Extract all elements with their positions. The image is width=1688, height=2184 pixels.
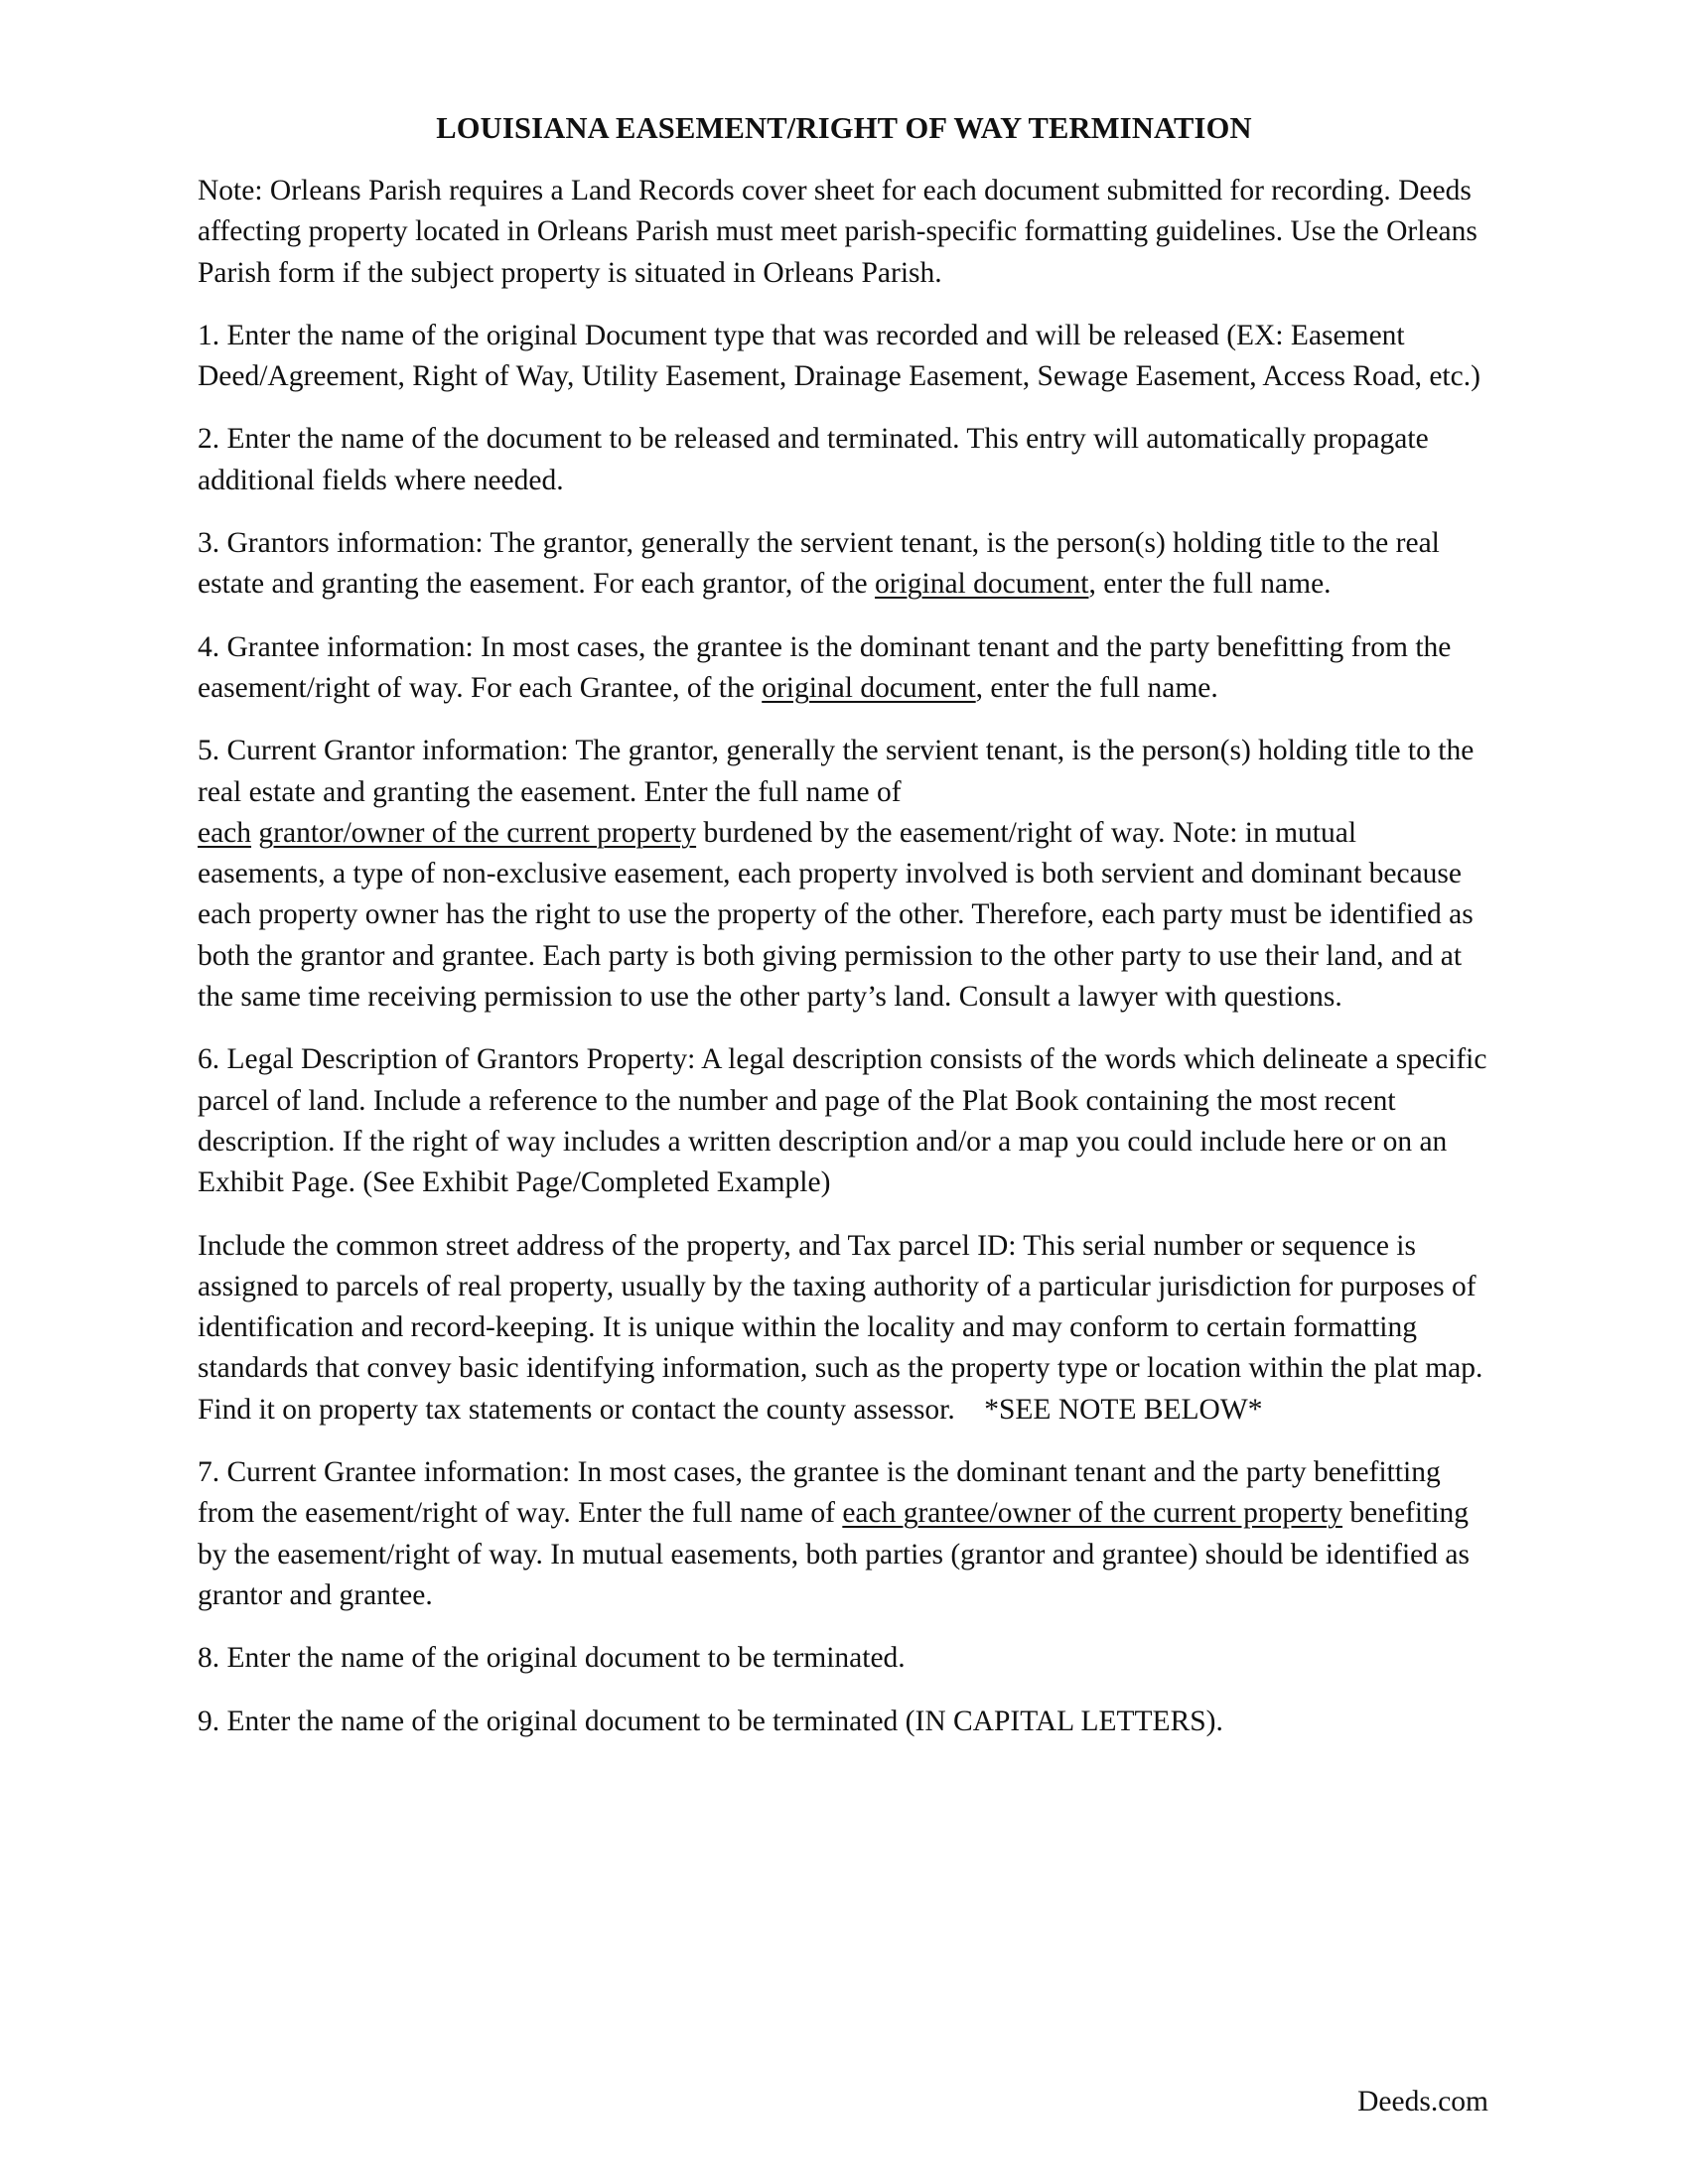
instruction-5-text: 5. Current Grantor information: The grantor, generally the servient tenant, is the person(s) holding title to the real estate and granting the easement. Enter the full name of — [198, 735, 1475, 808]
instruction-4-tail: , enter the full name. — [975, 671, 1218, 704]
instruction-8: 8. Enter the name of the original document to be terminated. — [198, 1642, 906, 1675]
instruction-4 — [198, 627, 1488, 710]
instruction-3 — [198, 523, 1488, 606]
instruction-2: 2. Enter the name of the document to be released and terminated. This entry will automatically propagate additional fields where needed. — [198, 423, 1429, 496]
instruction-3-text: 3. Grantors information: The grantor, generally the servient tenant, is the person(s) holding title to the real estate and granting the easement. For each grantor, of the — [198, 527, 1440, 601]
instruction-3-tail: , enter the full name. — [1088, 568, 1332, 601]
instruction-9: 9. Enter the name of the original document to be terminated (IN CAPITAL LETTERS). — [198, 1705, 1223, 1737]
instruction-7-text: 7. Current Grantee information: In most cases, the grantee is the dominant tenant and the party benefitting from the easement/right of way. Enter the full name of — [198, 1456, 1441, 1530]
current-grantee-underline: each grantee/owner of the current property — [842, 1497, 1343, 1530]
instruction-5-tail: burdened by the easement/right of way. Note: in mutual easements, a type of non-exclusive easement, each property involved is both servient and dominant because each property owner has the right to use the property of the other. Therefore, each party must be identified as both the grantor and grantee. Each party is both giving permission to the other party to use their land, and at the same time receiving permission to use the other party’s land. Consult a lawyer with questions. — [198, 816, 1474, 1014]
footer-brand: Deeds.com — [1357, 2086, 1488, 2117]
instruction-6-address: Include the common street address of the property, and Tax parcel ID: This serial number or sequence is assigned to parcels of real property, usually by the taxing authority of a particular jurisdiction for purposes of identification and record-keeping. It is unique within the locality and may conform to certain formatting standards that convey basic identifying information, such as the property type or location within the plat map. Find it on property tax statements or contact the county assessor. *SEE NOTE BELOW* — [198, 1229, 1490, 1426]
instruction-6: 6. Legal Description of Grantors Property: A legal description consists of the words which delineate a specific parcel of land. Include a reference to the number and page of the Plat Book containing the most recent description. If the right of way includes a written description and/or a map you could include here or on an Exhibit Page. (See Exhibit Page/Completed Example) — [198, 1043, 1487, 1199]
instructions-body — [198, 171, 1488, 1764]
instruction-1: 1. Enter the name of the original Document type that was recorded and will be released (EX: Easement Deed/Agreement, Right of Way, Utility Easement, Drainage Easement, Sewage Easement, Access Road, etc.) — [198, 319, 1480, 393]
instruction-7-tail: benefiting by the easement/right of way. In mutual easements, both parties (grantor and grantee) should be identified as grantor and grantee. — [198, 1497, 1470, 1611]
original-document-underline: original document — [874, 568, 1089, 601]
instruction-7 — [198, 1452, 1488, 1616]
instruction-5 — [198, 731, 1488, 1018]
each-underline: each — [198, 816, 252, 849]
orleans-note: Note: Orleans Parish requires a Land Records cover sheet for each document submitted for recording. Deeds affecting property located in Orleans Parish must meet parish-specific formatting guidelines. Use the Orleans Parish form if the subject property is situated in Orleans Parish. — [198, 175, 1477, 289]
document-title: LOUISIANA EASEMENT/RIGHT OF WAY TERMINATION — [436, 111, 1252, 145]
current-property-underline: grantor/owner of the current property — [258, 816, 697, 849]
instruction-4-text: 4. Grantee information: In most cases, the grantee is the dominant tenant and the party benefitting from the easement/right of way. For each Grantee, of the — [198, 630, 1452, 704]
original-document-underline: original document — [762, 671, 976, 704]
